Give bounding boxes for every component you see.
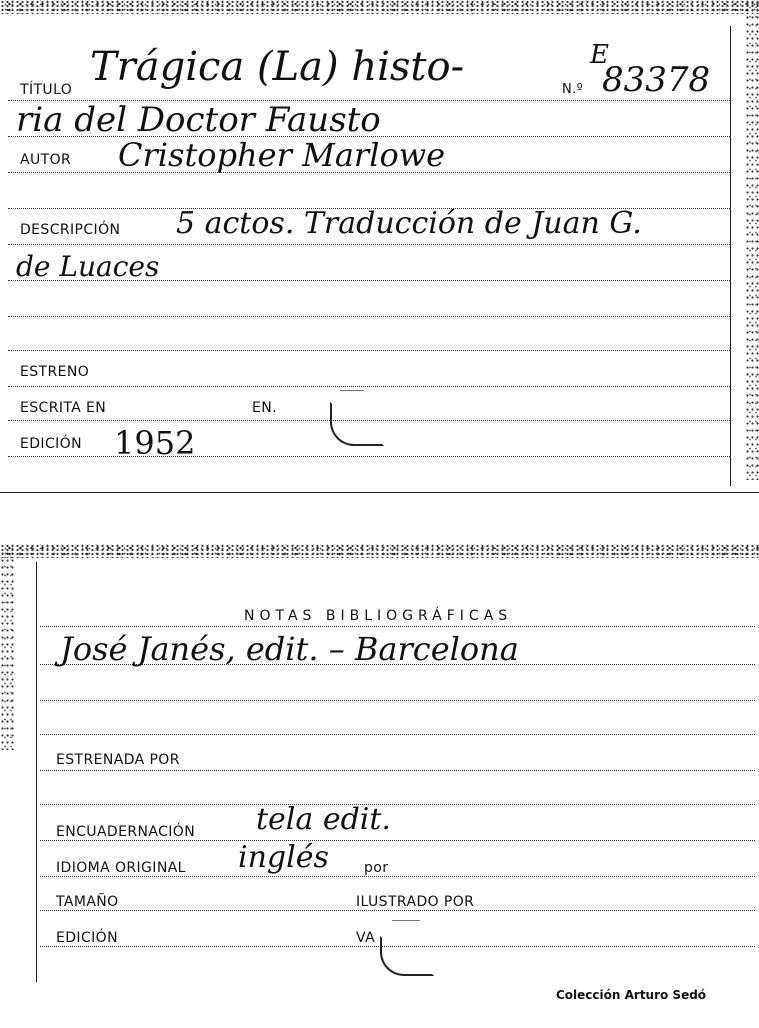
titulo-value-line2: ria del Doctor Fausto xyxy=(16,100,381,140)
por-label: por xyxy=(364,860,389,876)
edicion-label: EDICIÓN xyxy=(20,436,82,452)
titulo-label: TÍTULO xyxy=(20,82,73,98)
ruled-line xyxy=(40,734,755,735)
estrenada-por-label: ESTRENADA POR xyxy=(56,752,180,768)
descripcion-value-line1: 5 actos. Traducción de Juan G. xyxy=(176,206,642,241)
encuadernacion-label: ENCUADERNACIÓN xyxy=(56,824,196,840)
ruled-line xyxy=(40,626,755,627)
notas-heading: NOTAS BIBLIOGRÁFICAS xyxy=(244,608,513,624)
ruled-line xyxy=(8,316,730,317)
numero-letter: E xyxy=(590,40,609,70)
collection-footer: Colección Arturo Sedó xyxy=(556,988,707,1002)
stamp-mark-top xyxy=(340,390,364,391)
catalog-card-back xyxy=(0,540,759,1028)
titulo-value-line1: Trágica (La) histo- xyxy=(90,44,465,90)
autor-value: Cristopher Marlowe xyxy=(118,136,446,174)
ruled-line xyxy=(8,350,730,351)
edicion-value: 1952 xyxy=(114,424,196,462)
ruled-line xyxy=(8,244,730,245)
stamp-mark xyxy=(330,402,384,446)
torn-edge-top xyxy=(0,544,759,558)
edicion-label: EDICIÓN xyxy=(56,930,118,946)
descripcion-value-line2: de Luaces xyxy=(16,250,160,283)
ruled-line xyxy=(40,840,755,841)
margin-line xyxy=(730,26,731,486)
escrita-en-label: ESCRITA EN xyxy=(20,400,107,416)
torn-edge-top xyxy=(0,0,759,14)
ilustrado-por-label: ILUSTRADO POR xyxy=(356,894,475,910)
estreno-label: ESTRENO xyxy=(20,364,90,380)
notas-value: José Janés, edit. – Barcelona xyxy=(60,630,519,668)
descripcion-label: DESCRIPCIÓN xyxy=(20,222,121,238)
idioma-original-label: IDIOMA ORIGINAL xyxy=(56,860,186,876)
stamp-mark-top xyxy=(392,920,420,921)
va-label: VA xyxy=(356,930,376,946)
margin-line xyxy=(36,562,37,982)
ruled-line xyxy=(40,770,755,771)
ruled-line xyxy=(40,700,755,701)
torn-edge-left xyxy=(0,550,14,750)
tamano-label: TAMAÑO xyxy=(56,894,119,910)
catalog-card-front xyxy=(0,0,759,493)
ruled-line xyxy=(8,386,730,387)
ruled-line xyxy=(40,804,755,805)
torn-edge-right xyxy=(745,0,759,480)
encuadernacion-value: tela edit. xyxy=(256,802,391,837)
idioma-original-value: inglés xyxy=(238,840,329,875)
ruled-line xyxy=(40,876,755,877)
numero-label: N.º xyxy=(562,82,584,97)
autor-label: AUTOR xyxy=(20,152,72,168)
numero-value: 83378 xyxy=(602,60,711,100)
ruled-line xyxy=(40,910,755,911)
en-label: EN. xyxy=(252,400,277,416)
stamp-mark xyxy=(380,936,434,976)
